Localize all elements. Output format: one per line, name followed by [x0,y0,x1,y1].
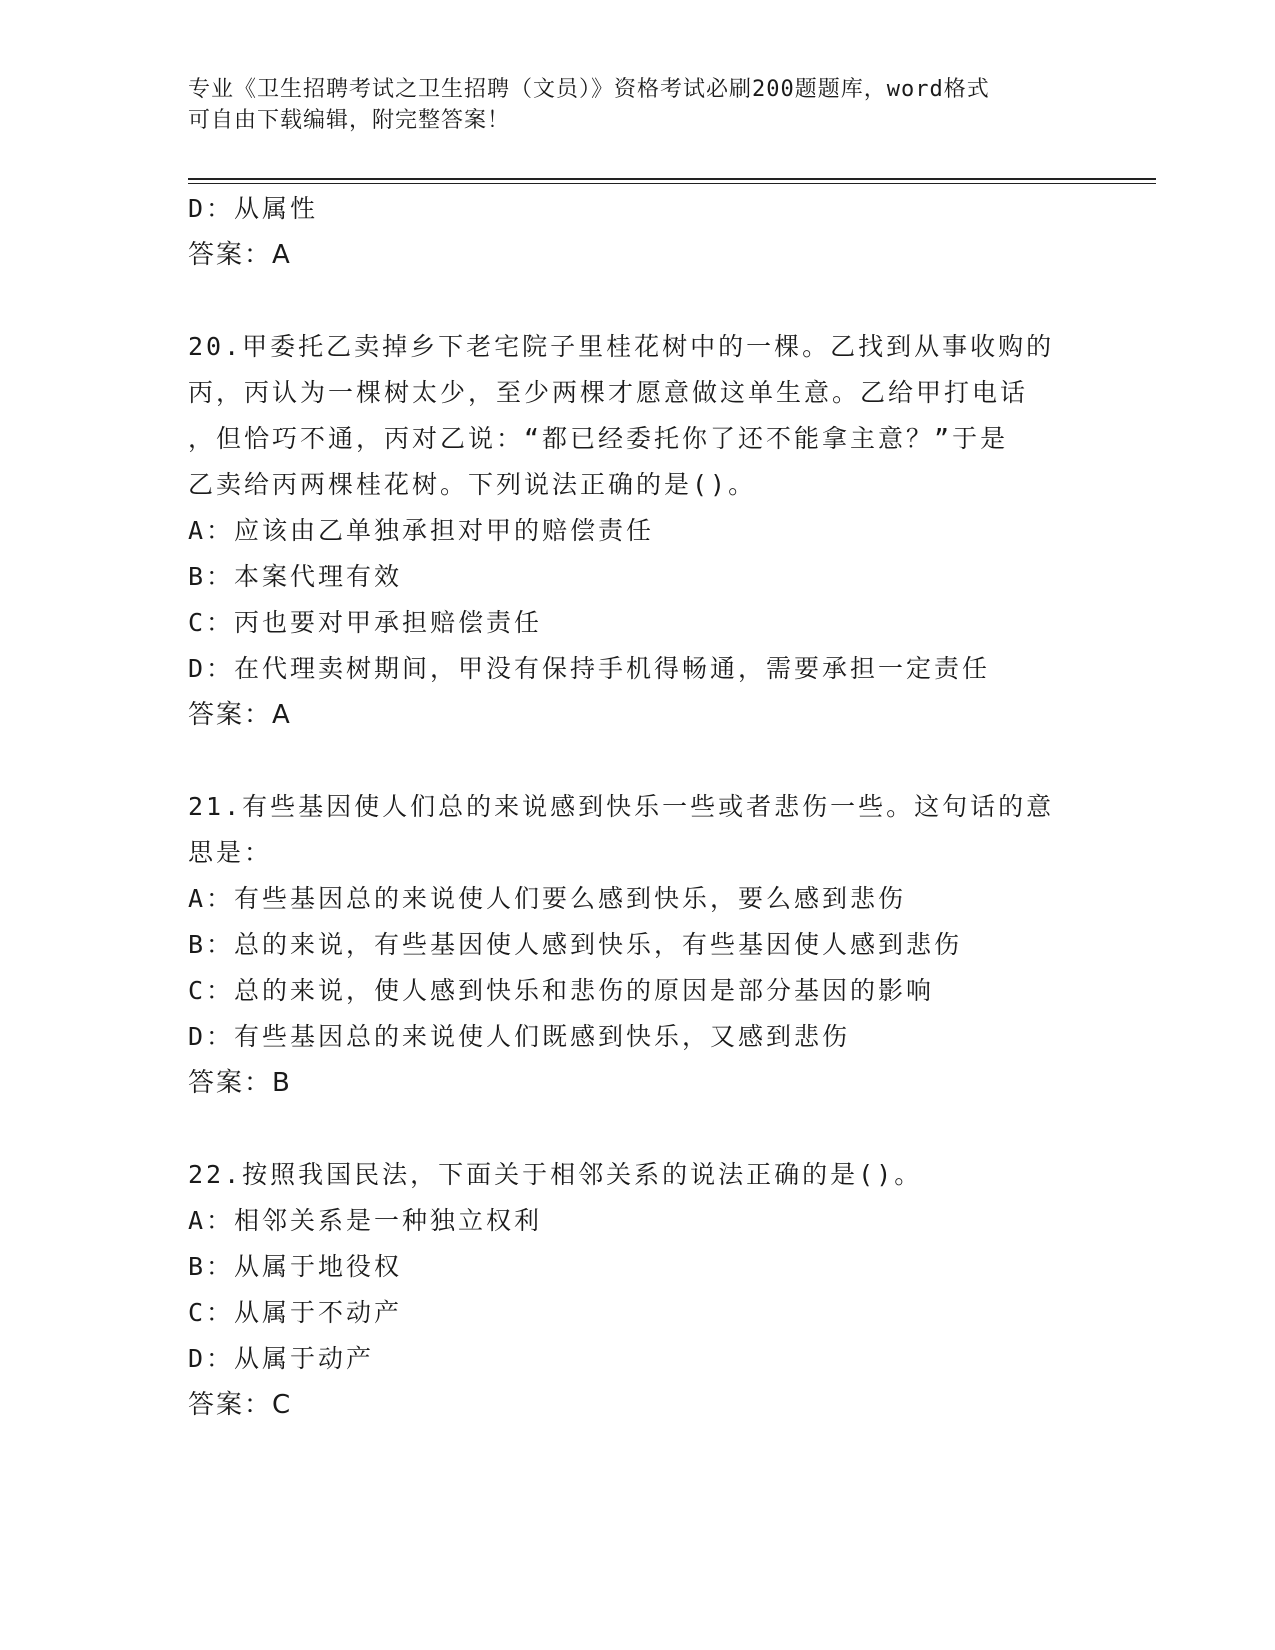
question-21-text-line: 思是： [188,838,273,867]
question-22-option-a: A：相邻关系是一种独立权利 [188,1206,543,1235]
question-22-option-d: D：从属于动产 [188,1344,375,1373]
question-21-option-c: C：总的来说，使人感到快乐和悲伤的原因是部分基因的影响 [188,976,935,1005]
question-20-text-line: 乙卖给丙两棵桂花树。下列说法正确的是()。 [188,470,757,499]
header-rule-thick [188,178,1156,180]
question-21-text-line: 21.有些基因使人们总的来说感到快乐一些或者悲伤一些。这句话的意 [188,792,1055,821]
document-body [188,186,1088,1428]
question-21-option-d: D：有些基因总的来说使人们既感到快乐，又感到悲伤 [188,1022,851,1051]
question-20-answer: 答案：A [188,700,292,730]
header-line-2: 可自由下载编辑，附完整答案！ [188,108,511,133]
question-21 [188,784,1088,876]
prev-answer: 答案：A [188,240,292,270]
prev-option-d: D：从属性 [188,194,319,223]
header-line-1: 专业《卫生招聘考试之卫生招聘（文员）》资格考试必刷200题题库，word格式 [188,77,990,102]
question-20-option-a: A：应该由乙单独承担对甲的赔偿责任 [188,516,655,545]
question-22-answer: 答案：C [188,1390,293,1420]
question-21-option-b: B：总的来说，有些基因使人感到快乐，有些基因使人感到悲伤 [188,930,963,959]
question-20-option-b: B：本案代理有效 [188,562,403,591]
question-20-text-line: 丙，丙认为一棵树太少，至少两棵才愿意做这单生意。乙给甲打电话 [188,378,1029,407]
spacer [188,278,1088,324]
question-22 [188,1152,1088,1198]
question-20-option-c: C：丙也要对甲承担赔偿责任 [188,608,543,637]
question-22-option-c: C：从属于不动产 [188,1298,403,1327]
question-21-option-a: A：有些基因总的来说使人们要么感到快乐，要么感到悲伤 [188,884,907,913]
header-rule-thin [188,183,1156,184]
question-22-text-line: 22.按照我国民法，下面关于相邻关系的说法正确的是()。 [188,1160,923,1189]
question-20 [188,324,1088,508]
spacer [188,738,1088,784]
question-20-text-line: ，但恰巧不通，丙对乙说：“都已经委托你了还不能拿主意？”于是 [188,424,1009,453]
question-20-option-d: D：在代理卖树期间，甲没有保持手机得畅通，需要承担一定责任 [188,654,991,683]
question-21-answer: 答案：B [188,1068,292,1098]
question-20-text-line: 20.甲委托乙卖掉乡下老宅院子里桂花树中的一棵。乙找到从事收购的 [188,332,1055,361]
page-header [188,74,1088,136]
spacer [188,1106,1088,1152]
question-22-option-b: B：从属于地役权 [188,1252,403,1281]
